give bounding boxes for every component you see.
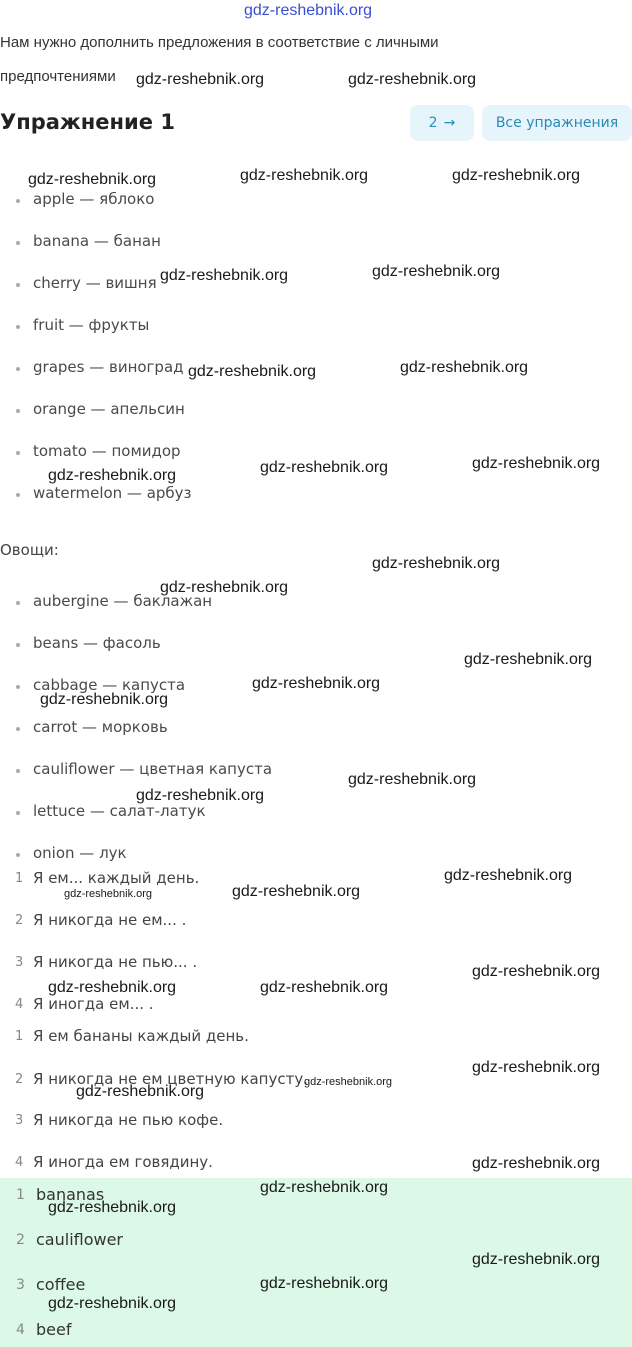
watermark: gdz-reshebnik.org bbox=[48, 467, 177, 484]
list-bullet bbox=[16, 409, 20, 413]
sentence-text: Я ем бананы каждый день. bbox=[33, 1027, 249, 1045]
prompt-text: Я никогда не ем... . bbox=[33, 911, 187, 929]
answer-number: 4 bbox=[16, 1322, 25, 1338]
watermark: gdz-reshebnik.org bbox=[472, 455, 601, 472]
watermark: gdz-reshebnik.org bbox=[40, 691, 169, 708]
list-bullet bbox=[16, 685, 20, 689]
list-item: apple — яблоко bbox=[33, 190, 155, 208]
sentence-text: Я иногда ем говядину. bbox=[33, 1153, 213, 1171]
list-item: cherry — вишня bbox=[33, 274, 157, 292]
list-bullet bbox=[16, 367, 20, 371]
answer-number: 3 bbox=[16, 1277, 25, 1293]
list-item: beans — фасоль bbox=[33, 634, 161, 652]
watermark: gdz-reshebnik.org bbox=[372, 263, 501, 280]
watermark: gdz-reshebnik.org bbox=[452, 167, 581, 184]
watermark: gdz-reshebnik.org bbox=[76, 1083, 205, 1100]
list-bullet bbox=[16, 283, 20, 287]
watermark: gdz-reshebnik.org bbox=[260, 979, 389, 996]
sentence-text: Я никогда не пью кофе. bbox=[33, 1111, 224, 1129]
next-exercise-button[interactable] bbox=[410, 105, 474, 141]
prompt-text: Я иногда ем... . bbox=[33, 995, 154, 1013]
watermark: gdz-reshebnik.org bbox=[48, 1295, 177, 1312]
list-item: cabbage — капуста bbox=[33, 676, 186, 694]
watermark: gdz-reshebnik.org bbox=[64, 888, 153, 900]
watermark: gdz-reshebnik.org bbox=[160, 267, 289, 284]
list-bullet bbox=[16, 727, 20, 731]
list-item: aubergine — баклажан bbox=[33, 592, 213, 610]
list-bullet bbox=[16, 325, 20, 329]
watermark: gdz-reshebnik.org bbox=[464, 651, 593, 668]
sentence-text: Я никогда не ем цветную капусту. bbox=[33, 1070, 308, 1088]
list-bullet bbox=[16, 853, 20, 857]
watermark: gdz-reshebnik.org bbox=[444, 867, 573, 884]
prompt-number: 2 bbox=[15, 913, 24, 928]
answer-text: coffee bbox=[36, 1275, 86, 1294]
watermark: gdz-reshebnik.org bbox=[136, 71, 265, 88]
watermark: gdz-reshebnik.org bbox=[472, 1155, 601, 1172]
list-item: lettuce — салат-латук bbox=[33, 802, 206, 820]
answer-number: 2 bbox=[16, 1232, 25, 1248]
all-exercises-button[interactable]: Все упражнения bbox=[482, 105, 632, 141]
watermark: gdz-reshebnik.org bbox=[472, 1251, 601, 1268]
prompt-text: Я никогда не пью... . bbox=[33, 953, 198, 971]
list-bullet bbox=[16, 601, 20, 605]
watermark: gdz-reshebnik.org bbox=[136, 787, 265, 804]
arrow-right-icon: → bbox=[443, 115, 456, 131]
list-item: banana — банан bbox=[33, 232, 161, 250]
watermark: gdz-reshebnik.org bbox=[160, 579, 289, 596]
intro-line-1: Нам нужно дополнить предложения в соответствие с личными bbox=[0, 34, 439, 51]
prompt-number: 3 bbox=[15, 955, 24, 970]
list-bullet bbox=[16, 493, 20, 497]
watermark: gdz-reshebnik.org bbox=[400, 359, 529, 376]
watermark: gdz-reshebnik.org bbox=[304, 1076, 393, 1088]
watermark: gdz-reshebnik.org bbox=[348, 771, 477, 788]
list-bullet bbox=[16, 811, 20, 815]
watermark: gdz-reshebnik.org bbox=[48, 979, 177, 996]
list-bullet bbox=[16, 199, 20, 203]
list-item: carrot — морковь bbox=[33, 718, 168, 736]
watermark: gdz-reshebnik.org bbox=[260, 1179, 389, 1196]
watermark: gdz-reshebnik.org bbox=[472, 1059, 601, 1076]
list-item: onion — лук bbox=[33, 844, 127, 862]
watermark: gdz-reshebnik.org bbox=[240, 167, 369, 184]
watermark: gdz-reshebnik.org bbox=[252, 675, 381, 692]
list-bullet bbox=[16, 451, 20, 455]
list-bullet bbox=[16, 643, 20, 647]
intro-line-2: предпочтениями bbox=[0, 68, 116, 85]
list-item: tomato — помидор bbox=[33, 442, 181, 460]
sentence-number: 1 bbox=[15, 1029, 24, 1044]
watermark: gdz-reshebnik.org bbox=[260, 459, 389, 476]
site-watermark-top: gdz-reshebnik.org bbox=[244, 2, 373, 19]
list-bullet bbox=[16, 769, 20, 773]
vegetables-heading: Овощи: bbox=[0, 541, 59, 559]
next-exercise-label: 2 bbox=[428, 115, 438, 131]
watermark: gdz-reshebnik.org bbox=[188, 363, 317, 380]
answer-number: 1 bbox=[16, 1187, 25, 1203]
watermark: gdz-reshebnik.org bbox=[28, 171, 157, 188]
list-bullet bbox=[16, 241, 20, 245]
list-item: orange — апельсин bbox=[33, 400, 185, 418]
watermark: gdz-reshebnik.org bbox=[348, 71, 477, 88]
watermark: gdz-reshebnik.org bbox=[372, 555, 501, 572]
watermark: gdz-reshebnik.org bbox=[260, 1275, 389, 1292]
prompt-text: Я ем... каждый день. bbox=[33, 869, 200, 887]
list-item: watermelon — арбуз bbox=[33, 484, 192, 502]
watermark: gdz-reshebnik.org bbox=[48, 1199, 177, 1216]
answer-text: cauliflower bbox=[36, 1230, 124, 1249]
list-item: fruit — фрукты bbox=[33, 316, 150, 334]
watermark: gdz-reshebnik.org bbox=[232, 883, 361, 900]
sentence-number: 4 bbox=[15, 1155, 24, 1170]
list-item: cauliflower — цветная капуста bbox=[33, 760, 273, 778]
prompt-number: 4 bbox=[15, 997, 24, 1012]
sentence-number: 3 bbox=[15, 1113, 24, 1128]
watermark: gdz-reshebnik.org bbox=[472, 963, 601, 980]
sentence-number: 2 bbox=[15, 1072, 24, 1087]
answer-text: bananas bbox=[36, 1185, 105, 1204]
answer-text: beef bbox=[36, 1320, 72, 1339]
list-item: grapes — виноград bbox=[33, 358, 184, 376]
exercise-title: Упражнение 1 bbox=[0, 110, 175, 134]
prompt-number: 1 bbox=[15, 871, 24, 886]
